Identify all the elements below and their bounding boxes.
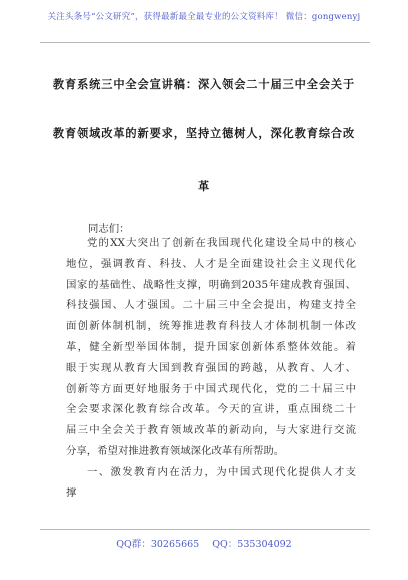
footer-qq-group: QQ群：30265665 xyxy=(116,539,200,550)
body-line: 创新等方面更好地服务于中国式现代化，党的二十届三中 xyxy=(66,382,356,395)
body-line: 科技强国、人才强国。二十届三中全会提出，构建支持全 xyxy=(66,299,356,312)
header-divider xyxy=(40,42,370,43)
body-paragraphs xyxy=(66,233,356,503)
body-line: 全会要求深化教育综合改革。今天的宣讲，重点围绕二十 xyxy=(66,403,356,416)
body-line: 撑 xyxy=(66,486,77,499)
body-line: 地位，强调教育、科技、人才是全面建设社会主义现代化 xyxy=(66,257,356,270)
header-banner: 关注头条号“公文研究”，获得最新最全最专业的公文资料库！ 微信：gongwenyj xyxy=(47,12,361,22)
footer-divider xyxy=(40,529,370,530)
body-line: 革，健全新型举国体制，提升国家创新体系整体效能。着 xyxy=(66,340,356,353)
section-heading-line: 一、激发教育内在活力，为中国式现代化提供人才支 xyxy=(87,465,356,478)
salutation: 同志们： xyxy=(88,223,130,235)
body-line: 分享，希望对推进教育领域深化改革有所帮助。 xyxy=(66,444,285,457)
document-title-line-3: 革 xyxy=(197,179,211,193)
footer-qq: QQ：535304092 xyxy=(212,539,292,550)
footer-contact xyxy=(0,536,408,550)
body-line: 国家的基础性、战略性支撑，明确到2035年建成教育强国、 xyxy=(66,278,356,291)
document-title-line-2: 教育领域改革的新要求，坚持立德树人，深化教育综合改 xyxy=(52,126,356,140)
body-line: 党的XX大突出了创新在我国现代化建设全局中的核心 xyxy=(87,237,356,249)
body-line: 眼于实现从教育大国到教育强国的跨越，从教育、人才、 xyxy=(66,361,356,374)
body-line: 面创新体制机制，统筹推进教育科技人才体制机制一体改 xyxy=(66,320,356,333)
body-line: 届三中全会关于教育领域改革的新动向，与大家进行交流 xyxy=(66,424,356,437)
document-title-line-1: 教育系统三中全会宣讲稿：深入领会二十届三中全会关于 xyxy=(52,77,356,91)
